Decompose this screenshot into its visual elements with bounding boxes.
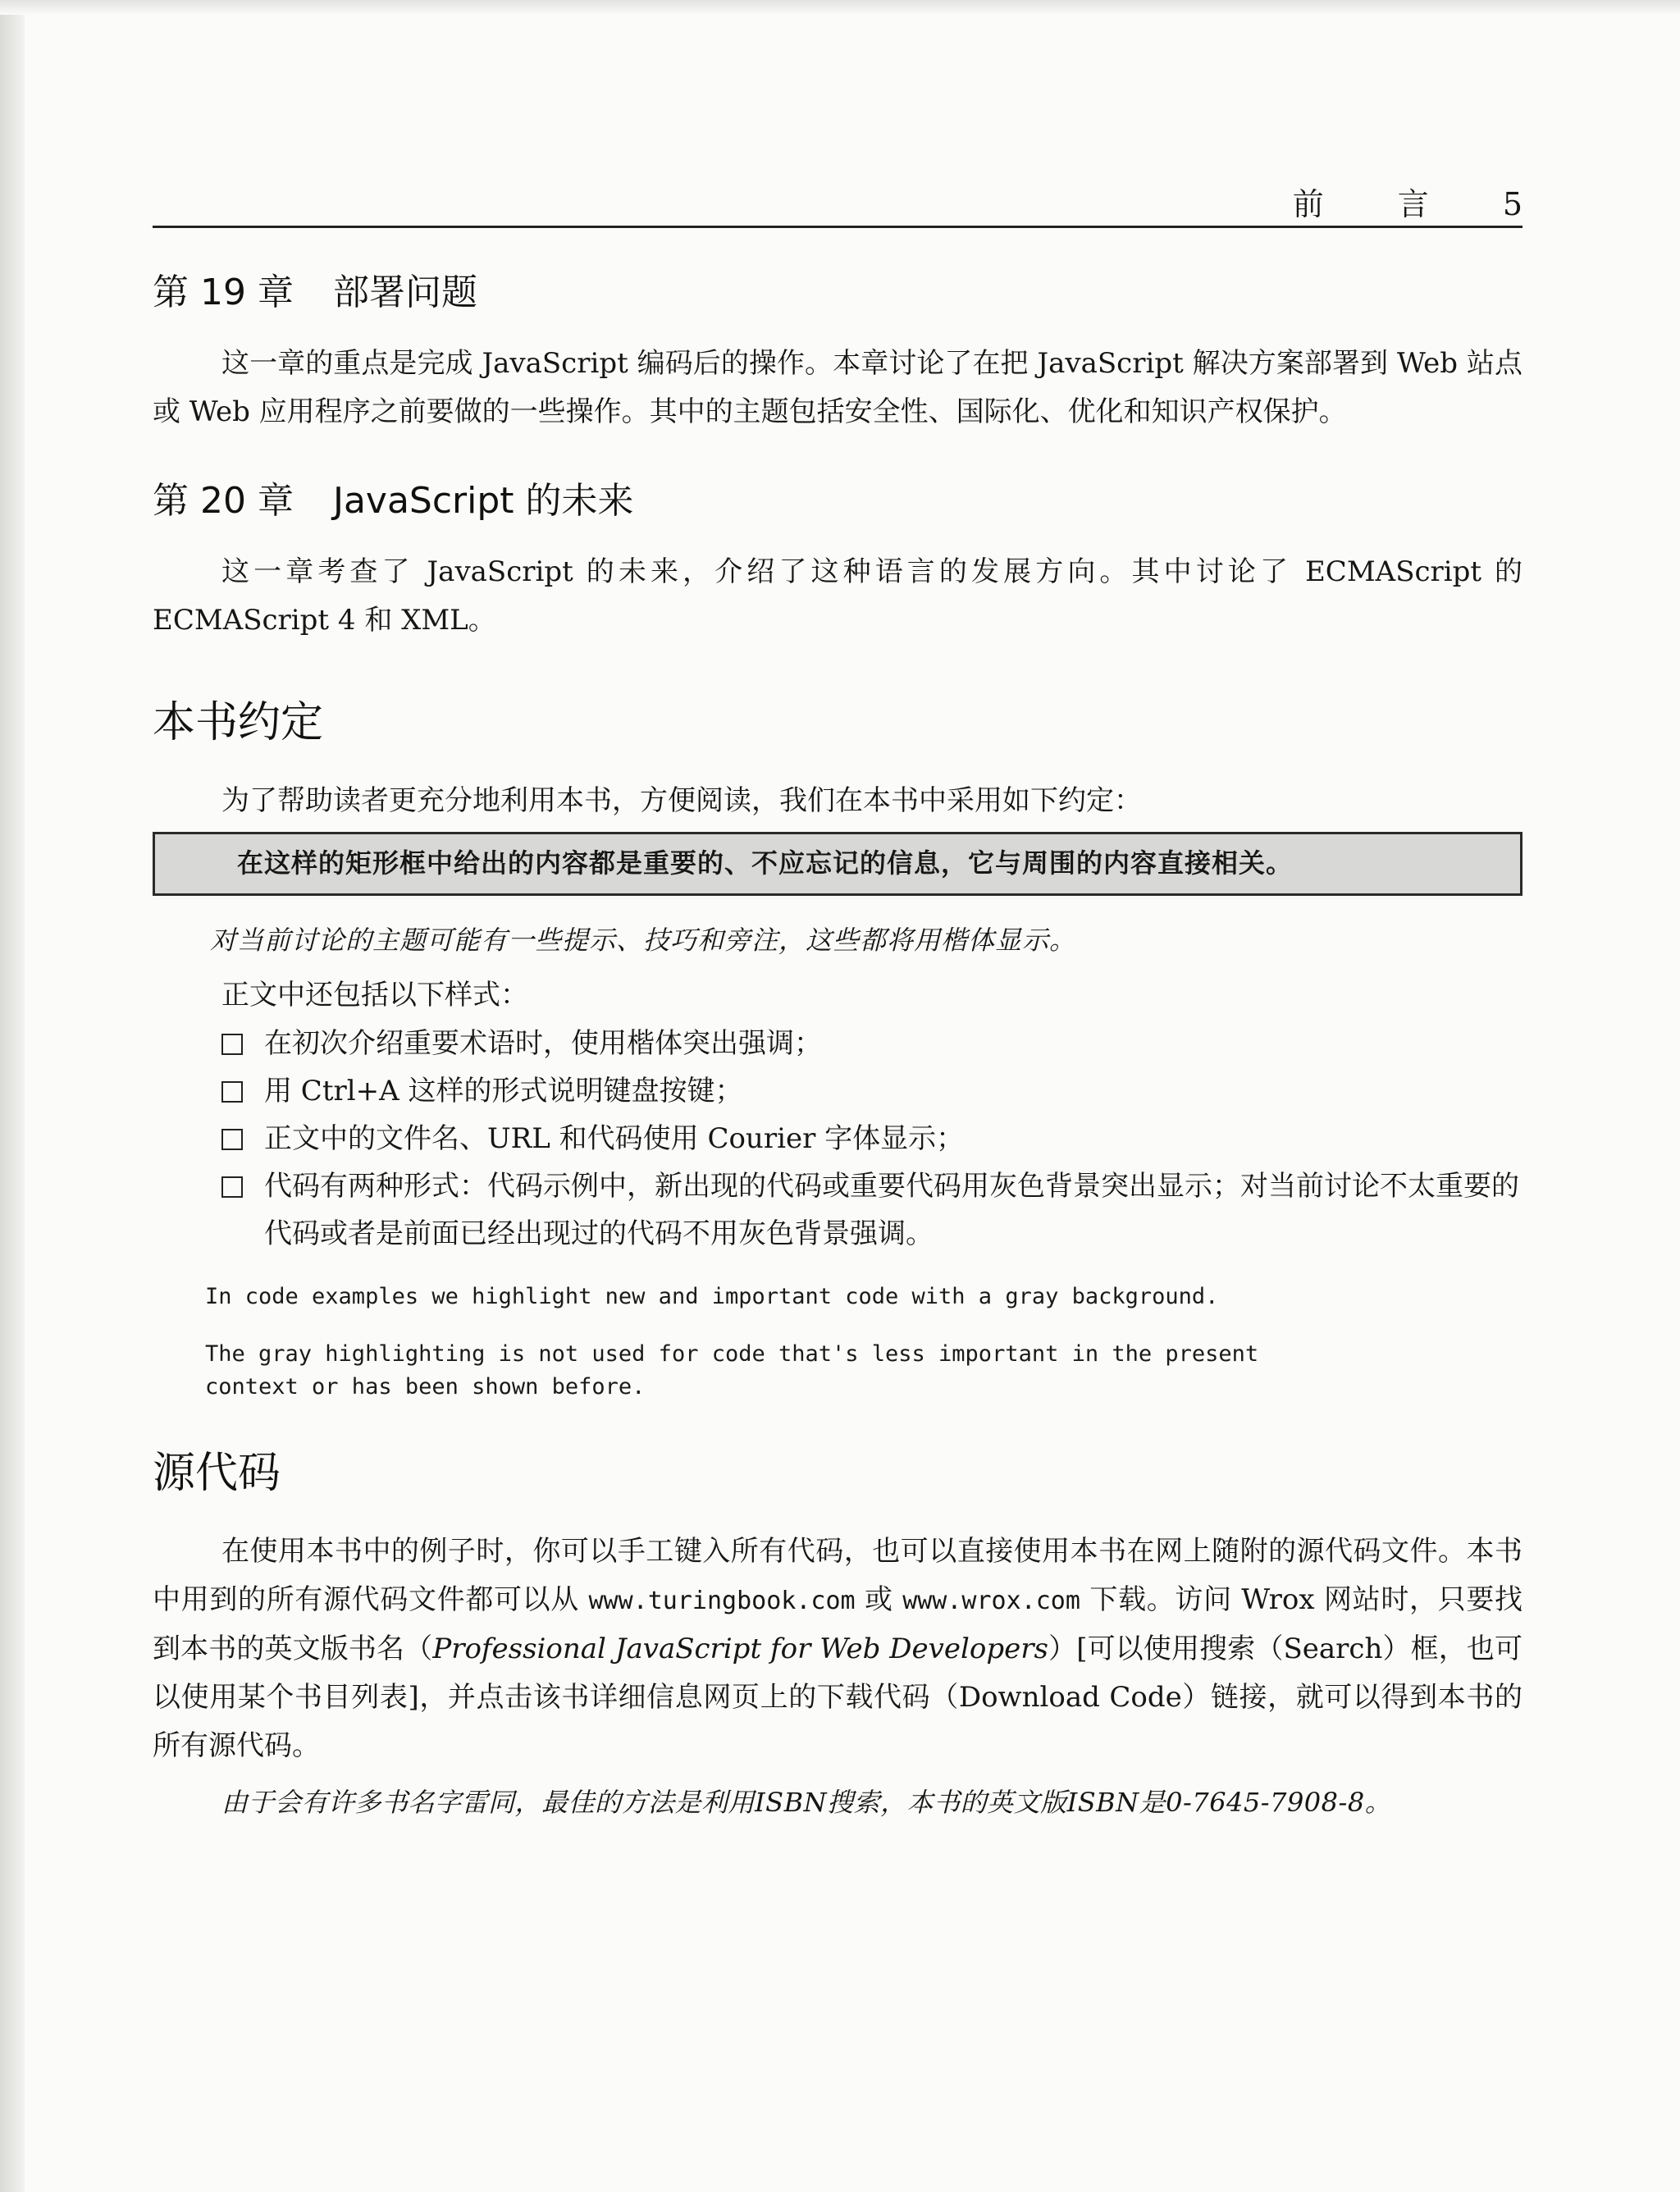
scan-shadow-top: [0, 0, 1680, 15]
checkbox-bullet-icon: [221, 1176, 243, 1198]
chapter-19-paragraph: 这一章的重点是完成 JavaScript 编码后的操作。本章讨论了在把 JavaScript 解决方案部署到 Web 站点或 Web 应用程序之前要做的一些操作。其中的主题包括安全性、国际化、优化和知识产权保护。: [153, 347, 1522, 428]
conventions-heading: 本书约定: [153, 698, 324, 747]
list-item: [221, 1020, 1522, 1067]
chapter-20-paragraph: 这一章考查了 JavaScript 的未来，介绍了这种语言的发展方向。其中讨论了 ECMAScript 的 ECMAScript 4 和 XML。: [153, 555, 1522, 637]
header-rule: [153, 226, 1522, 228]
url-turingbook: www.turingbook.com: [588, 1587, 856, 1615]
tip-text: 对当前讨论的主题可能有一些提示、技巧和旁注，这些都将用楷体显示。: [210, 925, 1077, 956]
source-text-2: 或: [855, 1583, 903, 1616]
source-text-1: 在使用本书中的例子时，你可以手工键入所有代码，也可以直接使用本书在网上随附的源代码文件。本书中用到的所有源代码文件都可以从: [153, 1535, 1522, 1616]
list-item-text: 代码有两种形式：代码示例中，新出现的代码或重要代码用灰色背景突出显示；对当前讨论不太重要的代码或者是前面已经出现过的代码不用灰色背景强调。: [264, 1170, 1519, 1250]
book-title: Professional JavaScript for Web Developers: [432, 1633, 1048, 1665]
styles-list: [153, 1020, 1522, 1258]
conventions-intro: 为了帮助读者更充分地利用本书，方便阅读，我们在本书中采用如下约定：: [221, 784, 1142, 817]
scan-shadow-left: [0, 0, 25, 2192]
important-note-text: 在这样的矩形框中给出的内容都是重要的、不应忘记的信息，它与周围的内容直接相关。: [237, 847, 1294, 879]
url-wrox: www.wrox.com: [902, 1587, 1080, 1615]
list-item: [221, 1067, 1522, 1115]
chapter-20-number: 第 20 章: [153, 480, 294, 522]
header-title-char-1: 前: [1292, 186, 1324, 222]
checkbox-bullet-icon: [221, 1034, 243, 1055]
code-example-1: In code examples we highlight new and important code with a gray background.: [205, 1284, 1219, 1309]
checkbox-bullet-icon: [221, 1129, 243, 1150]
chapter-19-number: 第 19 章: [153, 272, 294, 313]
chapter-20-title: JavaScript 的未来: [332, 480, 634, 522]
source-text-4: ）[可以使用搜索（Search）框，也可以使用某个书目列表]，并点击该书详细信息网页上的下载代码（Download Code）链接，就可以得到本书的所有源代码。: [153, 1633, 1523, 1762]
list-item: [221, 1162, 1522, 1258]
chapter-20-heading: [153, 471, 1522, 523]
running-header: [153, 179, 1522, 228]
page-number: 5: [1502, 186, 1522, 222]
header-title-char-2: 言: [1397, 186, 1429, 222]
checkbox-bullet-icon: [221, 1081, 243, 1103]
chapter-19-heading: [153, 263, 1522, 315]
important-note-box: [153, 832, 1522, 896]
list-item-text: 正文中的文件名、URL 和代码使用 Courier 字体显示；: [264, 1122, 965, 1155]
isbn-paragraph: 由于会有许多书名字雷同，最佳的方法是利用ISBN搜索，本书的英文版ISBN是0-7645-7908-8。: [221, 1787, 1392, 1818]
chapter-19-title: 部署问题: [332, 272, 477, 313]
list-item-text: 用 Ctrl+A 这样的形式说明键盘按键；: [264, 1075, 743, 1107]
source-code-paragraph: [153, 1528, 1522, 1770]
styles-intro: 正文中还包括以下样式：: [221, 979, 528, 1012]
source-code-heading: 源代码: [153, 1449, 281, 1498]
page-content: [153, 263, 1522, 1826]
source-text-3: 下载。访问 Wrox 网站时，只要找到本书的英文版书名（: [153, 1583, 1522, 1665]
list-item: [221, 1115, 1522, 1162]
list-item-text: 在初次介绍重要术语时，使用楷体突出强调；: [264, 1027, 822, 1060]
code-example-2: The gray highlighting is not used for code that's less important in the present context or has been shown before.: [205, 1341, 1259, 1400]
